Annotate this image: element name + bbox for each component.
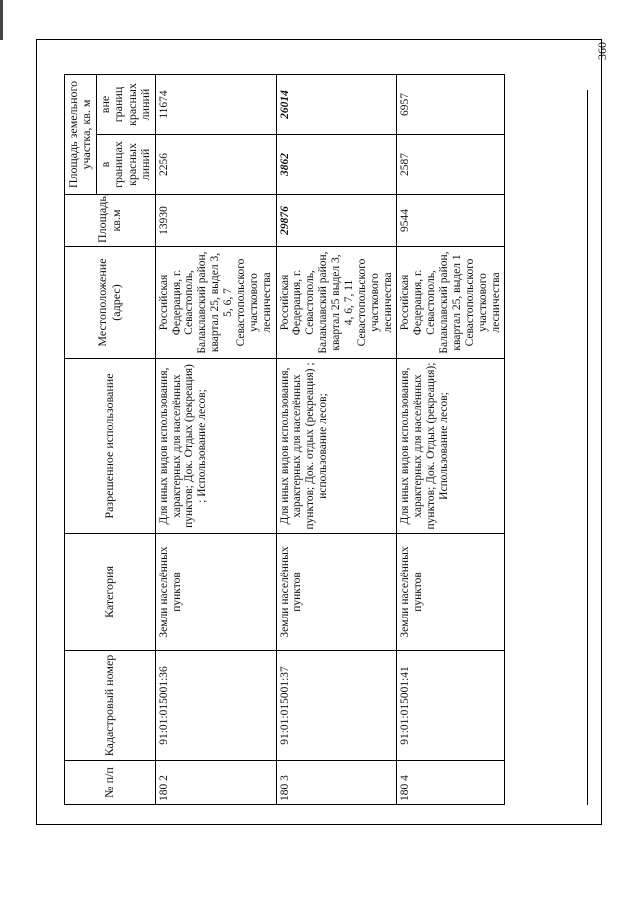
row-category: Земли населённых пунктов [397,534,505,651]
header-cadastral: Кадастровый номер [65,651,156,761]
row-outside-red: 11674 [155,74,276,134]
scan-edge-mark [0,0,3,40]
table-row [276,74,397,804]
land-plots-table-container [64,75,502,805]
row-within-red: 2256 [155,135,276,195]
table-row [155,74,276,804]
row-area: 29876 [276,195,397,247]
row-permitted-use: Для иных видов использования, характерных для населённых пунктов; Док. Отдых (рекреация); Использование лесов; [397,359,505,534]
header-category: Категория [65,534,156,651]
row-within-red: 2587 [397,135,505,195]
table-row [397,74,505,804]
header-permitted-use: Разрешенное использование [65,359,156,534]
row-within-red: 3862 [276,135,397,195]
row-cadastral: 91:01:015001:36 [155,651,276,761]
header-outside-red-lines: вне границ красных линий [96,74,155,134]
row-num: 180 4 [397,761,505,805]
page-number-rule [587,90,588,805]
land-plots-table [64,74,505,805]
row-cadastral: 91:01:015001:41 [397,651,505,761]
header-within-red-lines: в границах красных линий [96,135,155,195]
row-num: 180 2 [155,761,276,805]
row-location: Российская Федерация, г. Севастополь, Балаклавский район, квартал 25, выдел 3, 5, 6, 7 Севастопольского участкового лесничества [155,247,276,359]
row-num: 180 3 [276,761,397,805]
row-permitted-use: Для иных видов использования, характерных для населённых пунктов; Док. Отдых (рекреация) ; Использование лесов; [155,359,276,534]
row-outside-red: 26014 [276,74,397,134]
row-permitted-use: Для иных видов использования, характерных для населённых пунктов; Док. отдых (рекреация) ; использование лесов; [276,359,397,534]
header-area: Площадь, кв.м [65,195,156,247]
row-category: Земли населённых пунктов [155,534,276,651]
row-area: 13930 [155,195,276,247]
row-location: Российская Федерация, г. Севастополь, Балаклавский район, квартал 25 выдел 3, 4, 6, 7, 11 Севастопольского участкового лесничества [276,247,397,359]
header-num: № п/п [65,761,156,805]
row-area: 9544 [397,195,505,247]
header-plot-area: Площадь земельного участка, кв. м [65,74,97,194]
page-number: 360 [595,42,609,60]
row-outside-red: 6957 [397,74,505,134]
row-location: Российская Федерация, г. Севастополь, Балаклавский район, квартал 25, выдел 1 Севастопольского участкового лесничества [397,247,505,359]
row-cadastral: 91:01:015001:37 [276,651,397,761]
header-location: Местоположение (адрес) [65,247,156,359]
row-category: Земли населённых пунктов [276,534,397,651]
